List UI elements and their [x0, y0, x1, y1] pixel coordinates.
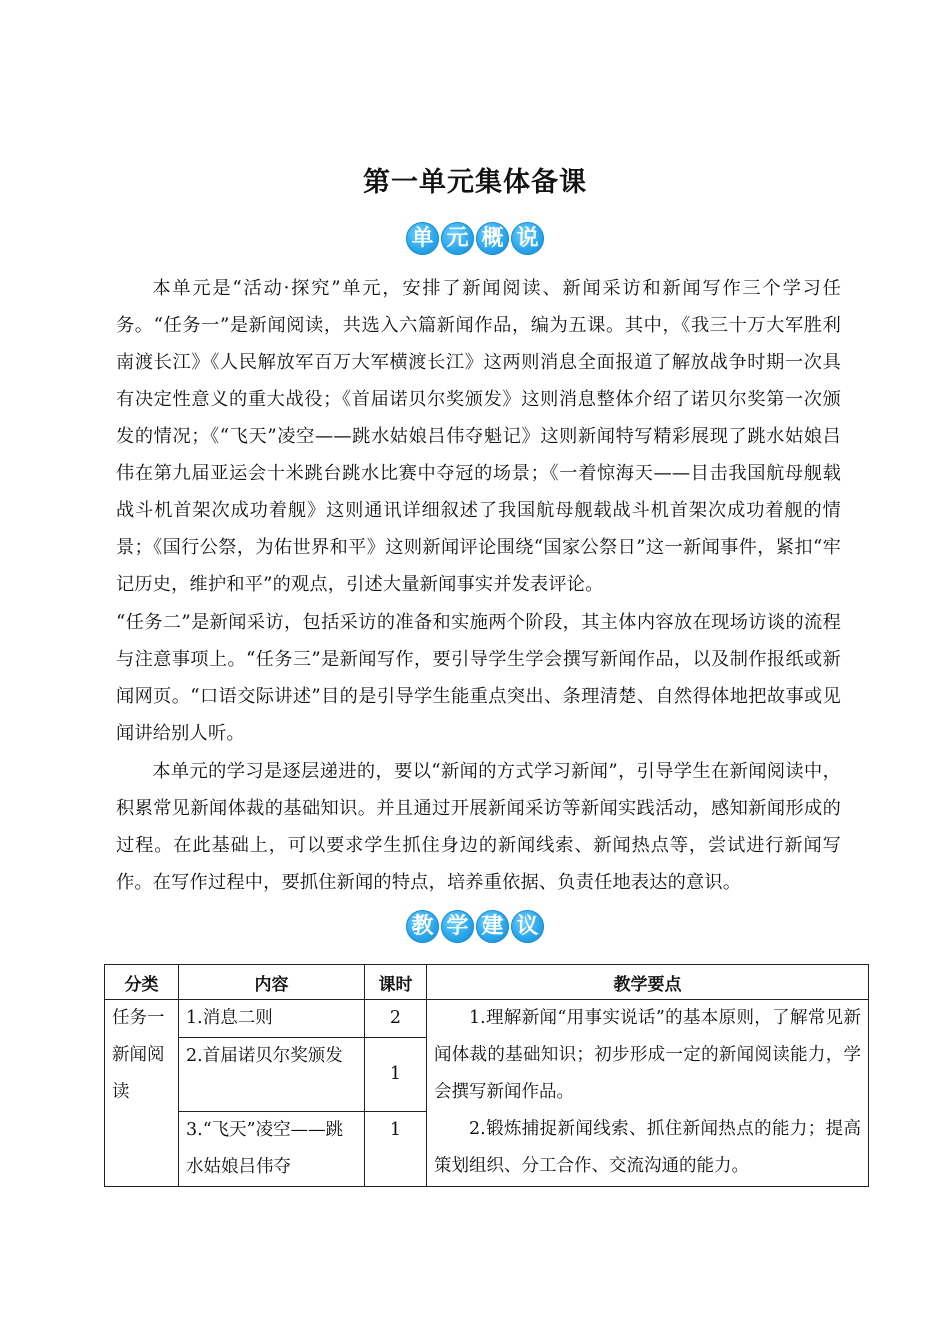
- hours-cell: 1: [365, 1112, 427, 1187]
- hours-cell: 2: [365, 1000, 427, 1038]
- teaching-point: 2.锻炼捕捉新闻线索、抓住新闻热点的能力；提高策划组织、分工合作、交流沟通的能力。: [434, 1119, 861, 1176]
- heading-char: 教: [406, 910, 439, 943]
- heading-char: 建: [476, 910, 509, 943]
- category-cell: 任务一新闻阅读: [105, 1000, 179, 1187]
- heading-char: 议: [511, 910, 544, 943]
- overview-paragraph-3: 本单元的学习是逐层递进的，要以“新闻的方式学习新闻”，引导学生在新闻阅读中，积累常见新闻体裁的基础知识。并且通过开展新闻采访等新闻实践活动，感知新闻形成的过程。在此基础上，可以要求学生抓住身边的新闻线索、新闻热点等，尝试进行新闻写作。在写作过程中，要抓住新闻的特点，培养重依据、负责任地表达的意识。: [116, 761, 841, 893]
- heading-char: 学: [441, 910, 474, 943]
- content-cell: 1.消息二则: [179, 1000, 365, 1038]
- teaching-point: 1.理解新闻“用事实说话”的基本原则，了解常见新闻体裁的基础知识；初步形成一定的新闻阅读能力，学会撰写新闻作品。: [434, 1008, 861, 1102]
- header-points: 教学要点: [427, 965, 869, 1000]
- page-title: 第一单元集体备课: [363, 167, 587, 198]
- heading-char: 元: [441, 222, 474, 255]
- overview-paragraph-1: 本单元是“活动·探究”单元，安排了新闻阅读、新闻采访和新闻写作三个学习任务。“任务一”是新闻阅读，共选入六篇新闻作品，编为五课。其中，《我三十万大军胜利南渡长江》《人民解放军百万大军横渡长江》这两则消息全面报道了解放战争时期一次具有决定性意义的重大战役；《首届诺贝尔奖颁发》这则消息整体介绍了诺贝尔奖第一次颁发的情况；《“飞天”凌空——跳水姑娘吕伟夺魁记》这则新闻特写精彩展现了跳水姑娘吕伟在第九届亚运会十米跳台跳水比赛中夺冠的场景；《一着惊海天——目击我国航母舰载战斗机首架次成功着舰》这则通讯详细叙述了我国航母舰载战斗机首架次成功着舰的情景；《国行公祭，为佑世界和平》这则新闻评论围绕“国家公祭日”这一新闻事件，紧扣“牢记历史，维护和平”的观点，引述大量新闻事实并发表评论。: [116, 278, 841, 595]
- header-hours: 课时: [365, 965, 427, 1000]
- content-cell: 3.“飞天”凌空——跳水姑娘吕伟夺: [179, 1112, 365, 1187]
- heading-char: 说: [511, 222, 544, 255]
- heading-char: 单: [406, 222, 439, 255]
- content-cell: 2.首届诺贝尔奖颁发: [179, 1038, 365, 1112]
- section-heading-teaching-suggestions: [0, 910, 950, 943]
- teaching-plan-table: [104, 964, 869, 1187]
- section-heading-unit-overview: [0, 222, 950, 255]
- points-cell: [427, 1000, 869, 1187]
- table-header-row: [105, 965, 869, 1000]
- hours-cell: 1: [365, 1038, 427, 1112]
- table-row: [105, 1000, 869, 1038]
- header-category: 分类: [105, 965, 179, 1000]
- heading-char: 概: [476, 222, 509, 255]
- overview-paragraph-2: “任务二”是新闻采访，包括采访的准备和实施两个阶段，其主体内容放在现场访谈的流程与注意事项上。“任务三”是新闻写作，要引导学生学会撰写新闻作品，以及制作报纸或新闻网页。“口语交际讲述”目的是引导学生能重点突出、条理清楚、自然得体地把故事或见闻讲给别人听。: [116, 612, 841, 744]
- header-content: 内容: [179, 965, 365, 1000]
